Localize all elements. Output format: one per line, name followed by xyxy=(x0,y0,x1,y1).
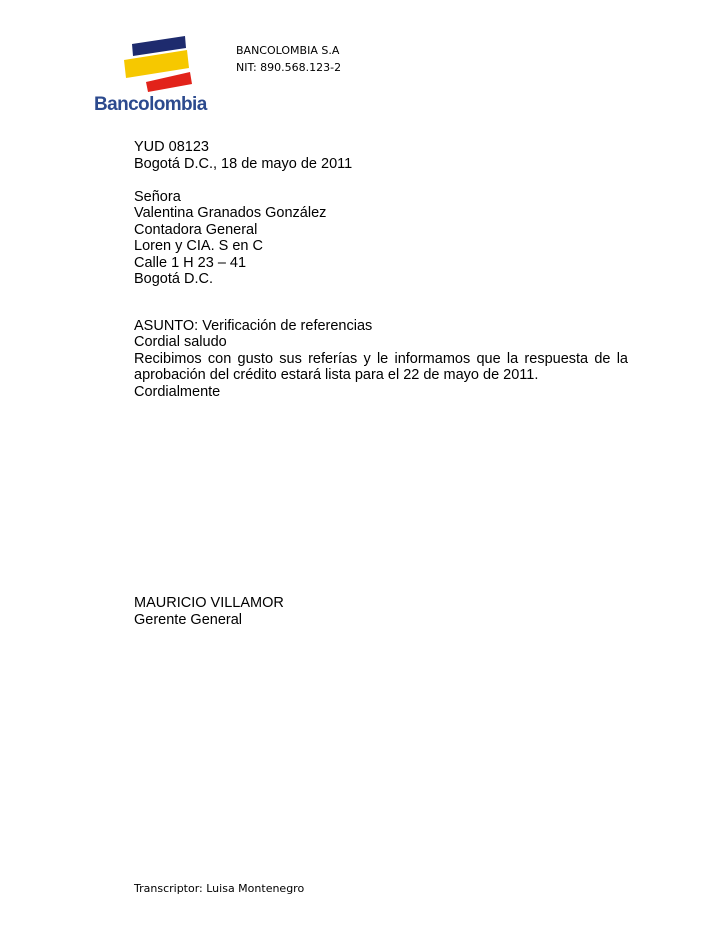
subject-line: ASUNTO: Verificación de referencias xyxy=(134,317,373,334)
date-line: Bogotá D.C., 18 de mayo de 2011 xyxy=(134,155,353,172)
letter-body xyxy=(134,139,628,400)
letter-heading xyxy=(134,139,628,172)
signer-title: Gerente General xyxy=(134,611,243,628)
footer-transcriptor: Transcriptor: Luisa Montenegro xyxy=(134,882,305,895)
recipient-salutation: Señora xyxy=(134,188,181,205)
logo-red-stripe xyxy=(146,72,192,92)
logo-wordmark: Bancolombia xyxy=(94,94,207,115)
bancolombia-logo-icon xyxy=(92,34,202,94)
signer-name: MAURICIO VILLAMOR xyxy=(134,595,284,611)
company-info xyxy=(236,42,341,76)
closing: Cordialmente xyxy=(134,383,221,400)
recipient-address: Calle 1 H 23 – 41 xyxy=(134,254,247,271)
recipient-city: Bogotá D.C. xyxy=(134,271,213,287)
recipient-block xyxy=(134,189,628,288)
recipient-name: Valentina Granados González xyxy=(134,205,327,221)
bancolombia-logo xyxy=(92,34,207,118)
signature-block xyxy=(134,595,284,628)
company-name: BANCOLOMBIA S.A xyxy=(236,44,340,57)
reference-number: YUD 08123 xyxy=(134,139,209,155)
greeting: Cordial saludo xyxy=(134,334,227,350)
body-paragraph: Recibimos con gusto sus referías y le informamos que la respuesta de la aprobación del crédito estará lista para el 22 de mayo de 2011. xyxy=(134,350,628,383)
company-nit: NIT: 890.568.123-2 xyxy=(236,61,342,74)
recipient-position: Contadora General xyxy=(134,221,258,238)
recipient-company: Loren y CIA. S en C xyxy=(134,238,263,254)
